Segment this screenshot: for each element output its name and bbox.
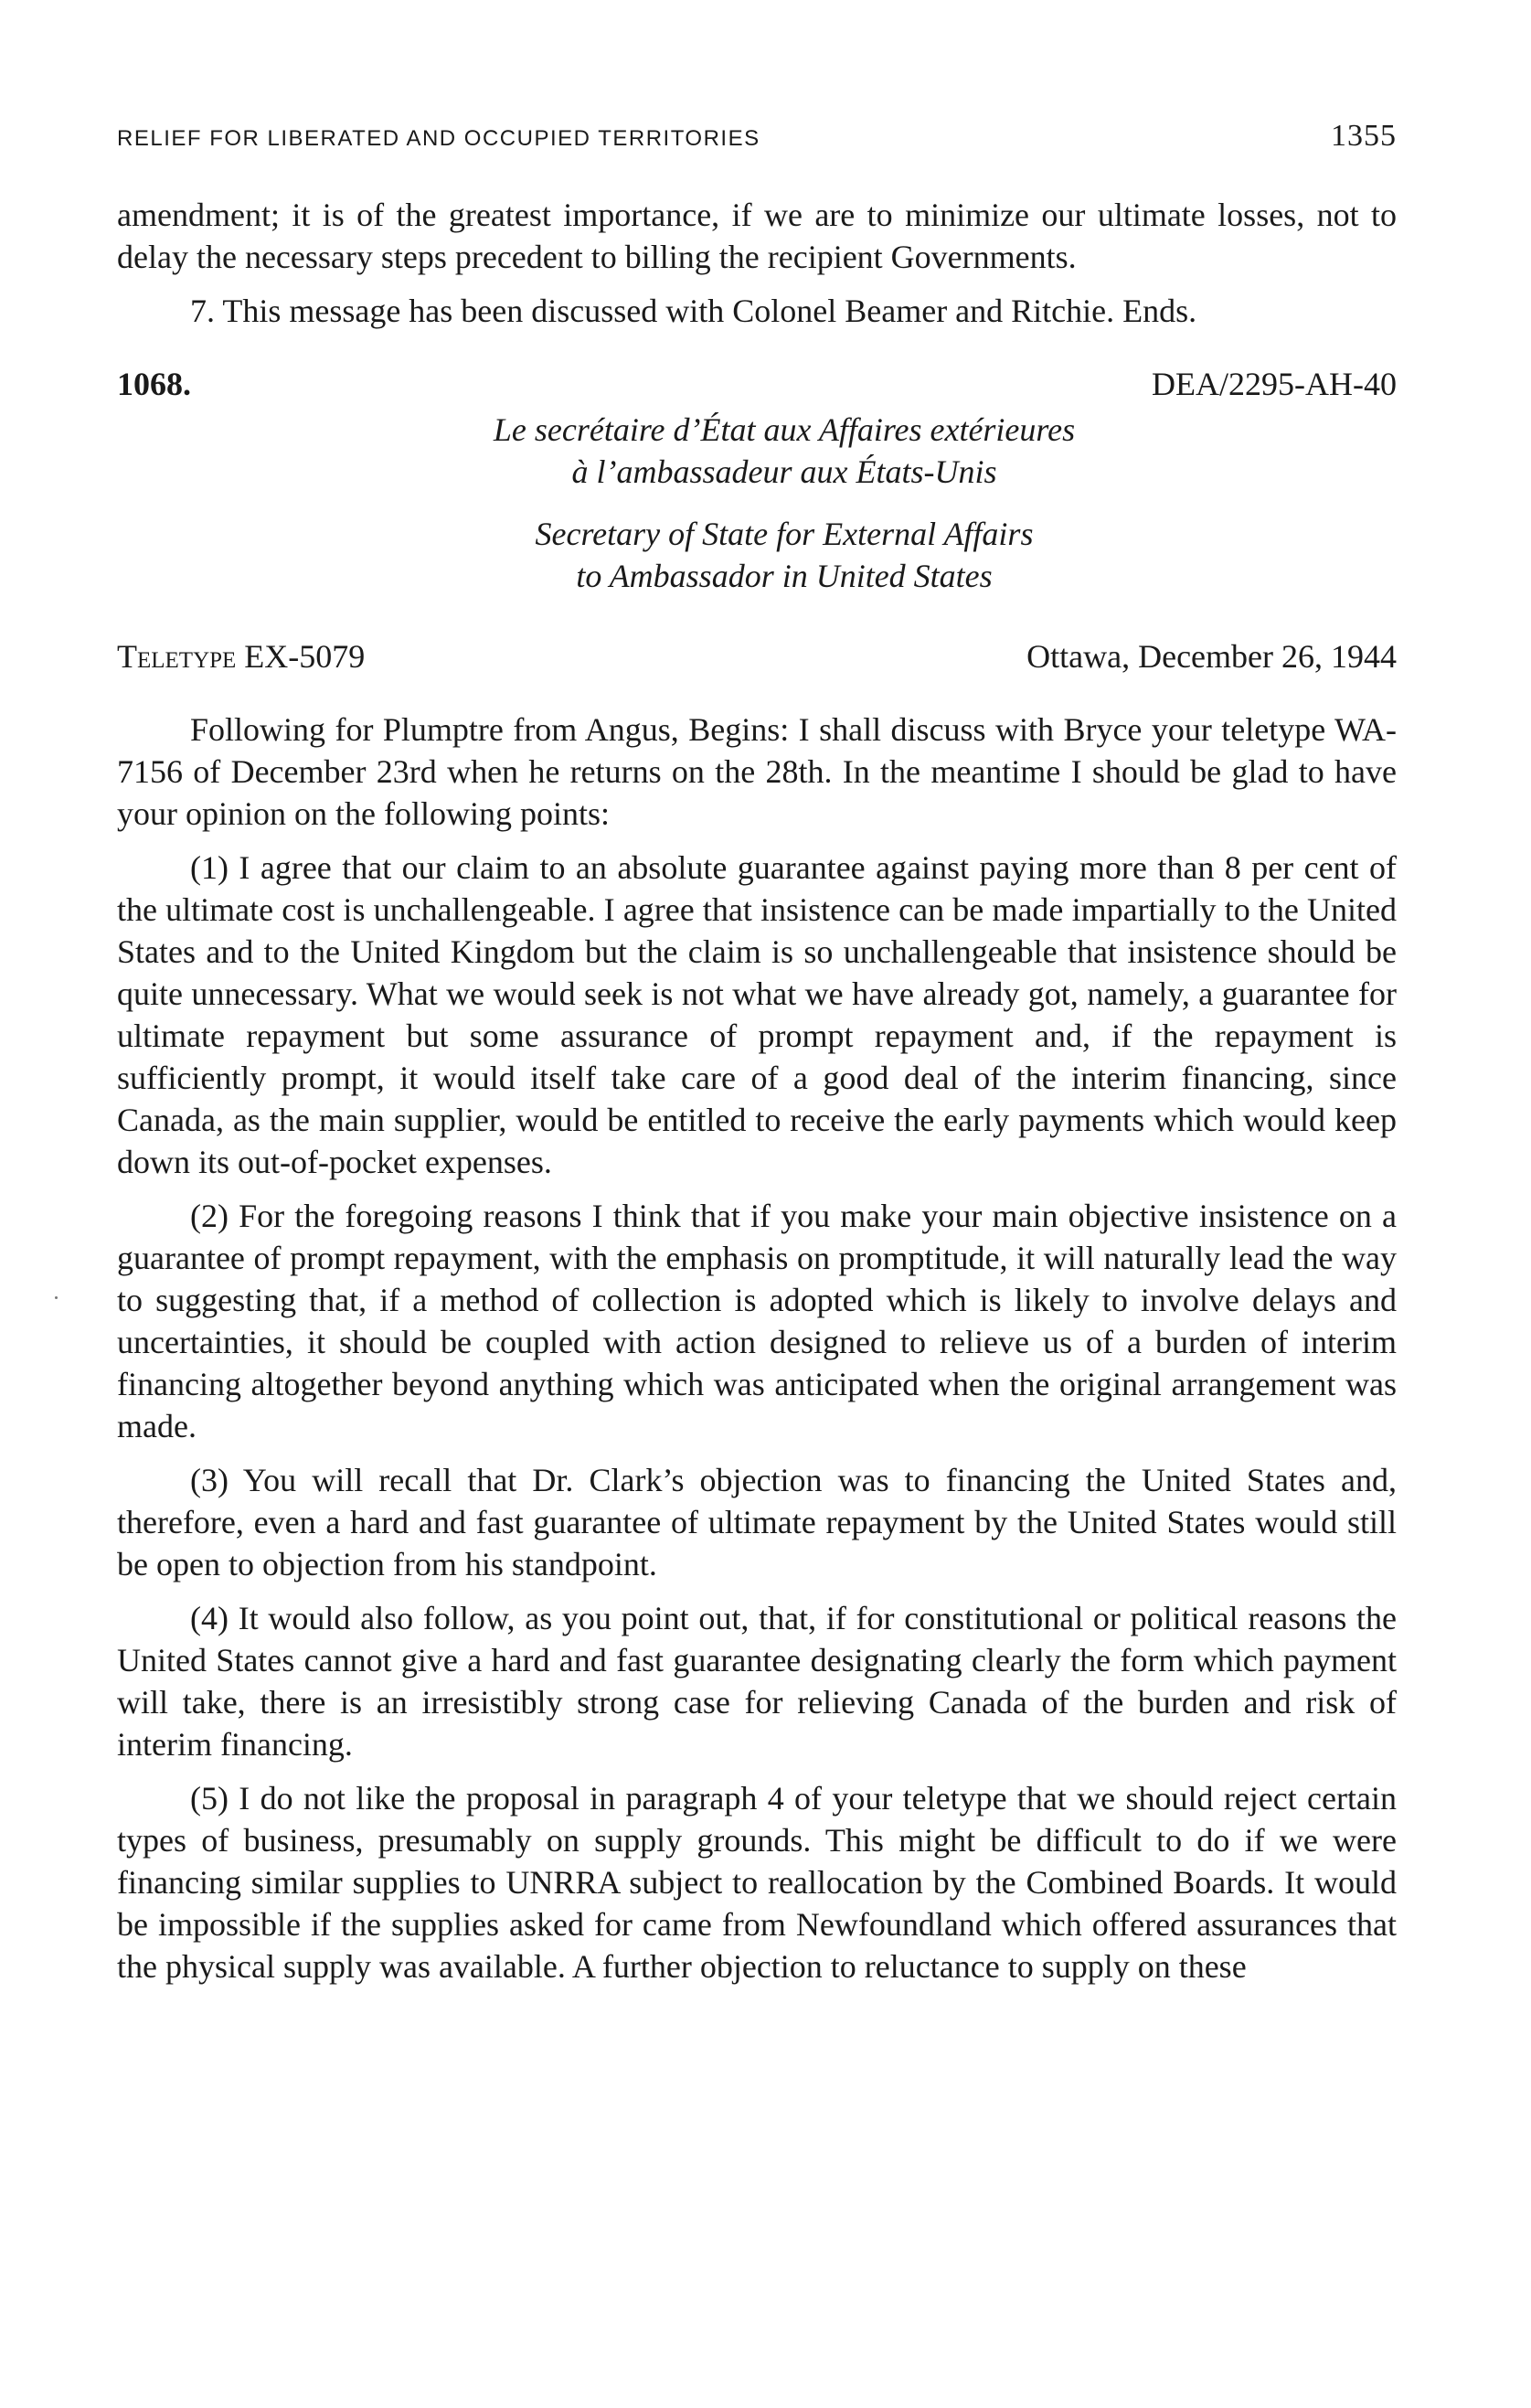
dispatch-line bbox=[117, 637, 1397, 676]
document-type: Teletype EX-5079 bbox=[117, 638, 366, 675]
addressee-en-line1: Secretary of State for External Affairs bbox=[535, 516, 1034, 552]
document-header bbox=[117, 365, 1397, 403]
addressee-fr-line2: à l’ambassadeur aux États-Unis bbox=[571, 453, 997, 490]
stray-mark bbox=[55, 1296, 58, 1299]
paragraph-point-4: (4) It would also follow, as you point out, that, if for constitutional or political reasons the United States cannot give a hard and fast guarantee designating clearly the form which payment will take, there is an irresistibly strong case for relieving Canada of the burden and risk of interim financing. bbox=[117, 1600, 1397, 1763]
continuation-paragraph: amendment; it is of the greatest importance, if we are to minimize our ultimate losses, not to delay the necessary steps precedent to billing the recipient Governments. bbox=[117, 197, 1397, 275]
running-title: RELIEF FOR LIBERATED AND OCCUPIED TERRITORIES bbox=[117, 126, 760, 151]
paragraph-point-5: (5) I do not like the proposal in paragraph 4 of your teletype that we should reject certain types of business, presumably on supply grounds. This might be difficult to do if we were financing similar supplies to UNRRA subject to reallocation by the Combined Boards. It would be impossible if the supplies asked for came from Newfoundland which offered assurances that the physical supply was available. A further objection to reluctance to supply on these bbox=[117, 1780, 1397, 1985]
paragraph-point-2: (2) For the foregoing reasons I think that if you make your main objective insistence on a guarantee of prompt repayment, with the emphasis on promptitude, it will naturally lead the way to suggesting that, if a method of collection is adopted which is likely to involve delays and uncertainties, it should be coupled with action designed to relieve us of a burden of interim financing altogether beyond anything which was anticipated when the original arrangement was made. bbox=[117, 1198, 1397, 1444]
addressee-en-line2: to Ambassador in United States bbox=[576, 558, 993, 594]
paragraph-opening: Following for Plumptre from Angus, Begins: I shall discuss with Bryce your teletype WA-7156 of December 23rd when he returns on the 28th. In the meantime I should be glad to have your opinion on the following points: bbox=[117, 711, 1397, 832]
message-body bbox=[117, 709, 1397, 1987]
addressee-spacer bbox=[172, 493, 1397, 513]
intro-text bbox=[117, 194, 1397, 332]
file-reference: DEA/2295-AH-40 bbox=[1152, 366, 1397, 402]
paragraph-7: 7. This message has been discussed with Colonel Beamer and Ritchie. Ends. bbox=[190, 293, 1197, 329]
document-page bbox=[117, 119, 1397, 1999]
page-number: 1355 bbox=[1331, 119, 1397, 153]
addressee-block bbox=[117, 409, 1397, 597]
place-date: Ottawa, December 26, 1944 bbox=[1026, 638, 1397, 675]
running-head bbox=[117, 119, 1397, 155]
paragraph-point-1: (1) I agree that our claim to an absolute guarantee against paying more than 8 per cent of the ultimate cost is unchallengeable. I agree that insistence can be made impartially to the United States and to the United Kingdom but the claim is so unchallengeable that insistence should be quite unnecessary. What we would seek is not what we have already got, namely, a guarantee for ultimate repayment but some assurance of prompt repayment and, if the repayment is sufficiently prompt, it would itself take care of a good deal of the interim financing, since Canada, as the main supplier, would be entitled to receive the early payments which would keep down its out-of-pocket expenses. bbox=[117, 849, 1397, 1180]
document-number: 1068. bbox=[117, 366, 191, 402]
addressee-fr-line1: Le secrétaire d’État aux Affaires extérieures bbox=[493, 411, 1076, 448]
paragraph-point-3: (3) You will recall that Dr. Clark’s objection was to financing the United States and, therefore, even a hard and fast guarantee of ultimate repayment by the United States would still be open to objection from his standpoint. bbox=[117, 1462, 1397, 1582]
